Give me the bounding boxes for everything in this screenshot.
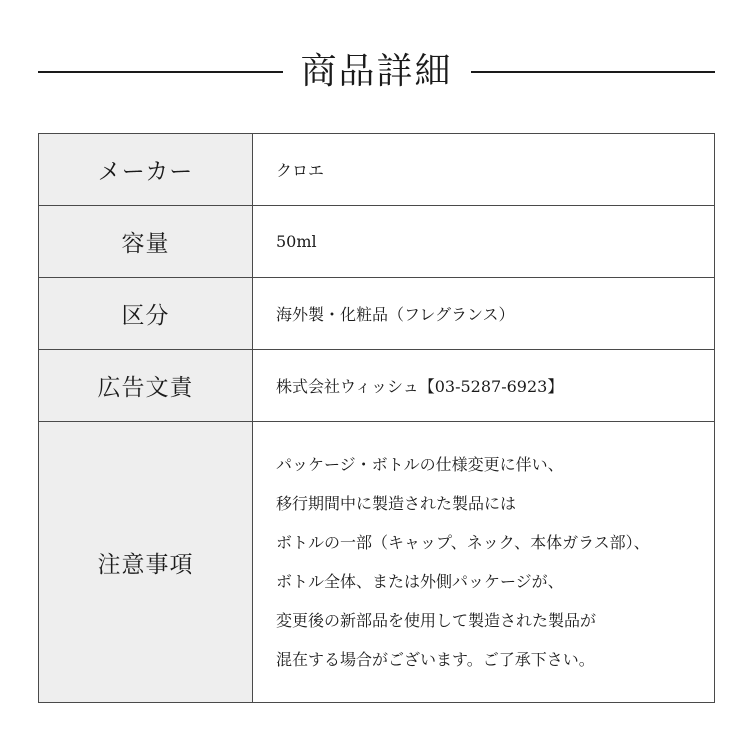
notes-line: ボトルの一部（キャップ、ネック、本体ガラス部）、	[276, 533, 650, 552]
notes-line: 混在する場合がございます。ご了承下さい。	[276, 650, 595, 669]
spec-row-category	[39, 278, 715, 350]
notes-text	[276, 445, 714, 679]
spec-row-advertiser	[39, 350, 715, 422]
spec-label-notes: 注意事項	[39, 422, 253, 703]
spec-value-advertiser: 株式会社ウィッシュ【03-5287-6923】	[253, 350, 715, 422]
notes-line: パッケージ・ボトルの仕様変更に伴い、	[276, 455, 564, 474]
page-title: 商品詳細	[300, 51, 453, 92]
notes-line: 移行期間中に製造された製品には	[276, 494, 517, 513]
notes-line: ボトル全体、または外側パッケージが、	[276, 572, 564, 591]
title-rule-right	[471, 71, 716, 73]
spec-row-maker	[39, 134, 715, 206]
spec-value-capacity: 50ml	[253, 206, 715, 278]
spec-label-category: 区分	[39, 278, 253, 350]
spec-row-notes	[39, 422, 715, 703]
spec-label-advertiser: 広告文責	[39, 350, 253, 422]
spec-label-capacity: 容量	[39, 206, 253, 278]
spec-row-capacity	[39, 206, 715, 278]
page-title-row	[38, 42, 715, 102]
title-rule-left	[38, 71, 283, 73]
spec-value-category: 海外製・化粧品（フレグランス）	[253, 278, 715, 350]
spec-value-maker: クロエ	[253, 134, 715, 206]
product-spec-table	[38, 133, 715, 703]
spec-value-notes	[253, 422, 715, 703]
spec-label-maker: メーカー	[39, 134, 253, 206]
notes-line: 変更後の新部品を使用して製造された製品が	[276, 611, 597, 630]
